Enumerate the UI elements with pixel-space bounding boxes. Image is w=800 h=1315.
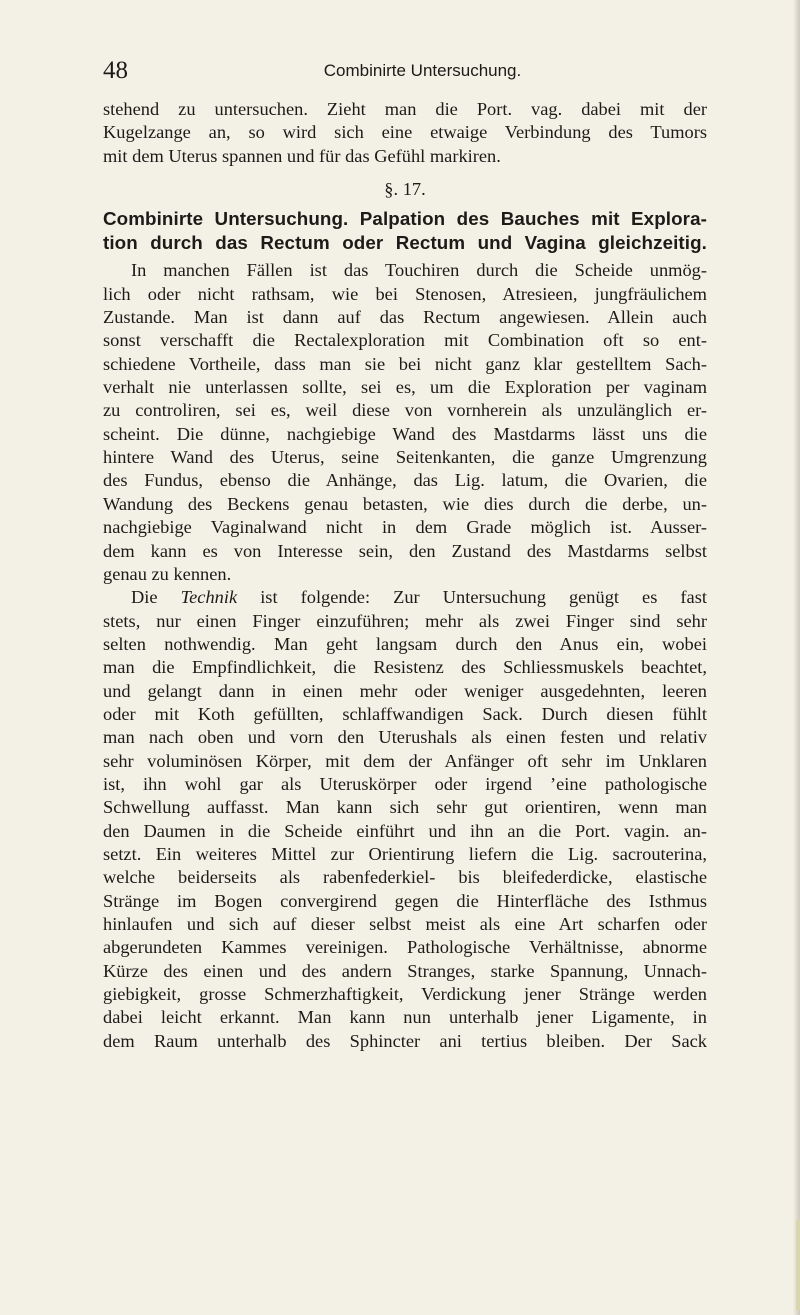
- text-line: Wandung des Beckens genau betasten, wie dies durch die derbe, un-: [103, 493, 707, 514]
- text-line: ist, ihn wohl gar als Uteruskörper oder irgend ʼeine pathologische: [103, 773, 707, 794]
- text-line: stehend zu untersuchen. Zieht man die Port. vag. dabei mit der: [103, 99, 707, 119]
- text-line: Kürze des einen und des andern Stranges, starke Spannung, Unnach-: [103, 960, 707, 981]
- text-line: man nach oben und vorn den Uterushals als einen festen und relativ: [103, 727, 707, 748]
- text-line: hinlaufen und sich auf dieser selbst meist als eine Art scharfen oder: [103, 914, 707, 934]
- text-line: In manchen Fällen ist das Touchiren durch die Scheide unmög-: [131, 260, 707, 281]
- text-block: [103, 98, 707, 1053]
- text-line: nachgiebige Vaginalwand nicht in dem Grade möglich ist. Ausser-: [103, 517, 707, 538]
- text-line: schiedene Vortheile, dass man sie bei nicht ganz klar gestelltem Sach-: [103, 353, 707, 374]
- paragraph: [103, 586, 707, 1053]
- text-line: dabei leicht erkannt. Man kann nun unterhalb jener Ligamente, in: [103, 1007, 707, 1028]
- text-line: Zustande. Man ist dann auf das Rectum angewiesen. Allein auch: [103, 307, 707, 328]
- page-edge-mark: [796, 1220, 800, 1310]
- text-line: stets, nur einen Finger einzuführen; mehr als zwei Finger sind sehr: [103, 610, 707, 631]
- text-line: Schwellung auffasst. Man kann sich sehr gut orientiren, wenn man: [103, 797, 707, 818]
- text-line: [103, 586, 707, 609]
- text-line: man die Empfindlichkeit, die Resistenz des Schliessmuskels beachtet,: [103, 657, 707, 678]
- text-line: Kugelzange an, so wird sich eine etwaige Verbindung des Tumors: [103, 122, 707, 143]
- text-line: welche beiderseits als rabenfederkiel- bis bleifederdicke, elastische: [103, 867, 707, 888]
- text-line: verhalt nie unterlassen sollte, sei es, um die Exploration per vaginam: [103, 377, 707, 398]
- text-line: Stränge im Bogen convergirend gegen die Hinterfläche des Isthmus: [103, 890, 707, 911]
- text-line: selten nothwendig. Man geht langsam durch den Anus ein, wobei: [103, 633, 707, 654]
- text-line: scheint. Die dünne, nachgiebige Wand des Mastdarms lässt uns die: [103, 423, 707, 444]
- running-head: [103, 58, 708, 84]
- text-line: zu controliren, sei es, weil diese von vornherein als unzulänglich er-: [103, 400, 707, 421]
- paragraph: [103, 259, 707, 586]
- text-line: sonst verschafft die Rectalexploration mit Combination oft so ent-: [103, 330, 707, 351]
- text-line: den Daumen in die Scheide einführt und ihn an die Port. vagin. an-: [103, 820, 707, 841]
- text-line: mit dem Uterus spannen und für das Gefühl markiren.: [103, 145, 501, 166]
- running-title: Combinirte Untersuchung.: [323, 61, 522, 80]
- page-edge-shadow: [793, 0, 800, 1315]
- page-number: 48: [103, 57, 128, 84]
- section-heading-line: Combinirte Untersuchung. Palpation des Bauches mit Explora-: [103, 208, 707, 230]
- text-fragment: Die: [131, 587, 181, 608]
- emphasized-term: Technik: [180, 587, 238, 608]
- text-line: dem Raum unterhalb des Sphincter ani tertius bleiben. Der Sack: [103, 1030, 707, 1051]
- text-line: des Fundus, ebenso die Anhänge, das Lig. latum, die Ovarien, die: [103, 470, 707, 491]
- section-number: §. 17.: [384, 179, 426, 200]
- text-line: oder mit Koth gefüllten, schlaffwandigen Sack. Durch diesen fühlt: [103, 703, 707, 724]
- text-line: giebigkeit, grosse Schmerzhaftigkeit, Verdickung jener Stränge werden: [103, 984, 707, 1005]
- text-line: und gelangt dann in einen mehr oder weniger ausgedehnten, leeren: [103, 680, 707, 701]
- text-line: setzt. Ein weiteres Mittel zur Orientirung liefern die Lig. sacrouterina,: [103, 843, 707, 864]
- text-line: dem kann es von Interesse sein, den Zustand des Mastdarms selbst: [103, 540, 707, 561]
- text-line: sehr voluminösen Körper, mit dem der Anfänger oft sehr im Unklaren: [103, 750, 707, 771]
- text-line: lich oder nicht rathsam, wie bei Stenosen, Atresieen, jungfräulichem: [103, 283, 707, 304]
- text-line: abgerundeten Kammes vereinigen. Pathologische Verhältnisse, abnorme: [103, 937, 707, 958]
- text-line: hintere Wand des Uterus, seine Seitenkanten, die ganze Umgrenzung: [103, 447, 707, 468]
- section-heading: [103, 207, 707, 255]
- section-heading-line: tion durch das Rectum oder Rectum und Vagina gleichzeitig.: [103, 232, 707, 254]
- opening-paragraph: [103, 98, 707, 168]
- text-fragment: ist folgende: Zur Untersuchung genügt es fast: [237, 587, 707, 608]
- text-line: genau zu kennen.: [103, 563, 232, 584]
